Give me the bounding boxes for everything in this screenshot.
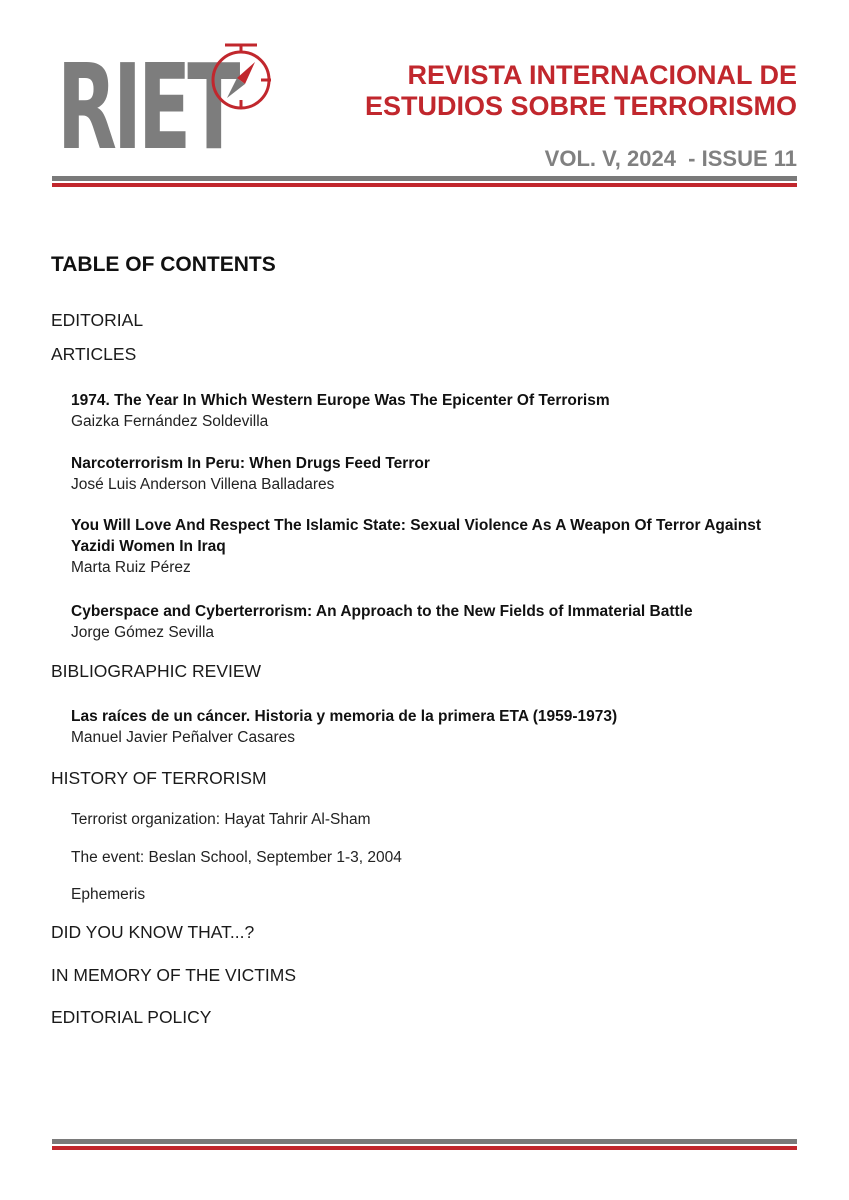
article-author: José Luis Anderson Villena Balladares [71, 476, 335, 493]
article-title: 1974. The Year In Which Western Europe Was The Epicenter Of Terrorism [71, 392, 610, 409]
section-articles: ARTICLES [51, 344, 137, 364]
section-history-of-terrorism: HISTORY OF TERRORISM [51, 768, 267, 788]
review-author: Manuel Javier Peñalver Casares [71, 729, 295, 746]
journal-title [327, 60, 797, 122]
article-entry[interactable] [71, 515, 801, 578]
logo-text: RIET [57, 38, 237, 176]
section-editorial-policy[interactable]: EDITORIAL POLICY [51, 1007, 212, 1027]
section-did-you-know[interactable]: DID YOU KNOW THAT...? [51, 922, 255, 942]
compass-icon [205, 42, 277, 114]
review-title: Las raíces de un cáncer. Historia y memoria de la primera ETA (1959-1973) [71, 708, 618, 725]
article-title: You Will Love And Respect The Islamic State: Sexual Violence As A Weapon Of Terror Against Yazidi Women In Iraq [71, 517, 762, 555]
article-author: Marta Ruiz Pérez [71, 559, 191, 576]
review-entry[interactable] [71, 706, 801, 748]
article-title: Narcoterrorism In Peru: When Drugs Feed Terror [71, 455, 430, 472]
article-entry[interactable] [71, 453, 801, 495]
section-in-memory[interactable]: IN MEMORY OF THE VICTIMS [51, 965, 297, 985]
section-bibliographic-review: BIBLIOGRAPHIC REVIEW [51, 661, 262, 681]
article-author: Gaizka Fernández Soldevilla [71, 413, 269, 430]
article-entry[interactable] [71, 601, 801, 643]
footer-divider [52, 1139, 797, 1150]
history-item[interactable]: Terrorist organization: Hayat Tahrir Al-Sham [71, 811, 371, 828]
history-item[interactable]: Ephemeris [71, 886, 146, 903]
article-title: Cyberspace and Cyberterrorism: An Approach to the New Fields of Immaterial Battle [71, 603, 693, 620]
section-editorial[interactable]: EDITORIAL [51, 310, 144, 330]
article-entry[interactable] [71, 390, 801, 432]
article-author: Jorge Gómez Sevilla [71, 624, 215, 641]
issue-info: VOL. V, 2024 - ISSUE 11 [544, 146, 797, 171]
journal-logo [57, 38, 277, 176]
header-divider [52, 176, 797, 187]
journal-title-line1: REVISTA INTERNACIONAL DE [407, 60, 797, 90]
history-item[interactable]: The event: Beslan School, September 1-3, 2004 [71, 849, 402, 866]
toc-heading: TABLE OF CONTENTS [51, 253, 276, 276]
journal-title-line2: ESTUDIOS SOBRE TERRORISMO [364, 91, 797, 121]
